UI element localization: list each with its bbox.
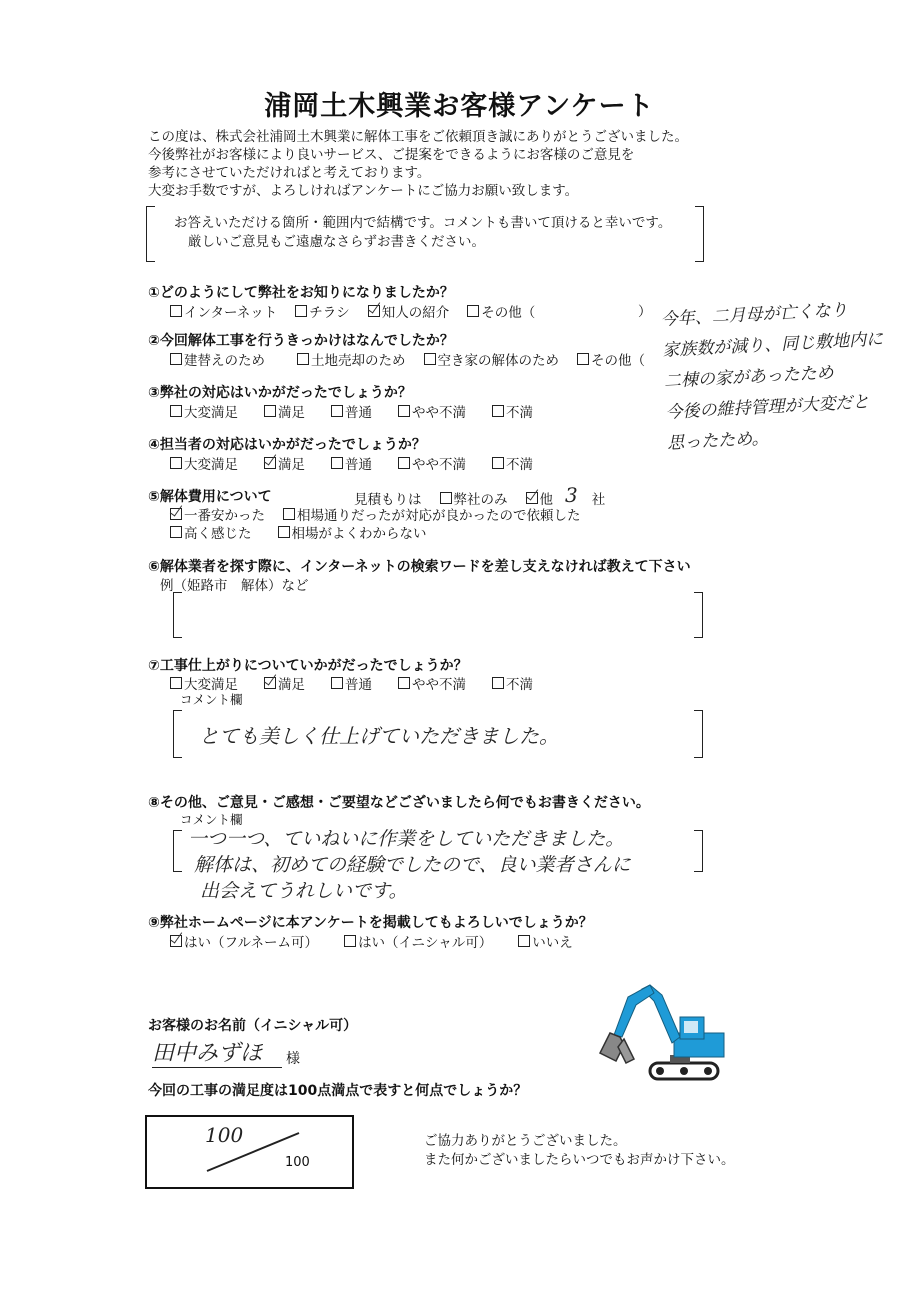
- q6-example: 例（姫路市 解体）など: [160, 578, 309, 594]
- checkbox[interactable]: [398, 457, 410, 469]
- intro-line: 大変お手数ですが、よろしければアンケートにご協力お願い致します。: [148, 183, 579, 199]
- q2-option[interactable]: 建替えのため: [170, 349, 265, 369]
- checkbox[interactable]: [297, 353, 309, 365]
- customer-name: 田中みずほ: [152, 1036, 282, 1068]
- intro-text: [148, 128, 688, 200]
- q1-option[interactable]: チラシ: [295, 301, 350, 321]
- question-5: ⑤解体費用について: [148, 489, 272, 505]
- q1-options: [170, 301, 553, 321]
- checkbox[interactable]: [170, 526, 182, 538]
- q3-option[interactable]: 満足: [264, 401, 305, 421]
- q8-comment-line: 解体は、初めての経験でしたので、良い業者さんに: [194, 854, 631, 876]
- q9-option[interactable]: はい（フルネーム可）: [170, 931, 318, 951]
- q3-option[interactable]: やや不満: [398, 401, 466, 421]
- bracket-right: [694, 710, 703, 758]
- q5-option[interactable]: 相場通りだったが対応が良かったので依頼した: [283, 504, 581, 524]
- q1-option[interactable]: 知人の紹介: [368, 301, 450, 321]
- checkbox[interactable]: [424, 353, 436, 365]
- bracket-right: [694, 592, 703, 638]
- search-word-box[interactable]: [173, 592, 703, 636]
- side-note-line: 二棟の家があったため: [663, 363, 835, 392]
- bracket-right: [694, 830, 703, 872]
- bracket-left: [173, 592, 182, 638]
- q5-option[interactable]: 一番安かった: [170, 504, 265, 524]
- checkbox[interactable]: [170, 677, 182, 689]
- estimate-label: 見積もりは: [354, 492, 422, 508]
- checkbox[interactable]: [331, 677, 343, 689]
- q8-comment-text: [188, 826, 631, 904]
- q2-options: [170, 349, 663, 369]
- q8-comment-line: 一つ一つ、ていねいに作業をしていただきました。: [188, 828, 625, 850]
- q4-option[interactable]: 不満: [492, 453, 533, 473]
- question-8: ⑧その他、ご意見・ご感想・ご要望などございましたら何でもお書きください。: [148, 795, 650, 811]
- q5-option[interactable]: 相場がよくわからない: [278, 522, 427, 542]
- q5-options-row1: [170, 504, 599, 524]
- name-label: お客様のお名前（イニシャル可）: [148, 1018, 358, 1034]
- estimate-option[interactable]: 他: [526, 488, 554, 508]
- q7-comment-text: とても美しく仕上げていただきました。: [199, 724, 559, 748]
- q1-option[interactable]: その他（: [467, 301, 535, 321]
- score-value: 100: [205, 1123, 244, 1147]
- checkbox[interactable]: [344, 935, 356, 947]
- q8-comment-line: 出会えてうれしいです。: [200, 880, 408, 902]
- checkbox-checked[interactable]: [170, 508, 182, 520]
- estimate-option[interactable]: 弊社のみ: [440, 488, 508, 508]
- question-9: ⑨弊社ホームページに本アンケートを掲載してもよろしいでしょうか？: [148, 915, 593, 931]
- intro-line: この度は、株式会社浦岡土木興業に解体工事をご依頼頂き誠にありがとうございました。: [148, 129, 688, 145]
- q7-option[interactable]: 満足: [264, 673, 305, 693]
- checkbox[interactable]: [331, 457, 343, 469]
- score-box[interactable]: [145, 1115, 354, 1189]
- intro-line: 今後弊社がお客様により良いサービス、ご提案をできるようにお客様のご意見を: [148, 147, 635, 163]
- q9-option[interactable]: いいえ: [518, 931, 573, 951]
- q4-options: [170, 453, 551, 473]
- checkbox-checked[interactable]: [368, 305, 380, 317]
- side-note-line: 今後の維持管理が大変だと: [665, 392, 870, 423]
- thanks-line: ご協力ありがとうございました。: [424, 1133, 627, 1149]
- checkbox[interactable]: [398, 405, 410, 417]
- name-suffix: 様: [286, 1051, 300, 1067]
- q4-option[interactable]: 満足: [264, 453, 305, 473]
- checkbox[interactable]: [492, 457, 504, 469]
- estimate-count: 3: [565, 483, 578, 507]
- checkbox[interactable]: [283, 508, 295, 520]
- checkbox[interactable]: [170, 457, 182, 469]
- checkbox-checked[interactable]: [526, 492, 538, 504]
- q3-options: [170, 401, 551, 421]
- bracket-left: [146, 206, 155, 262]
- side-note-line: 思ったため。: [666, 428, 769, 454]
- q3-option[interactable]: 普通: [331, 401, 372, 421]
- checkbox[interactable]: [264, 405, 276, 417]
- score-question: 今回の工事の満足度は100点満点で表すと何点でしょうか？: [148, 1083, 528, 1099]
- checkbox-checked[interactable]: [170, 935, 182, 947]
- handwritten-side-note: [660, 293, 889, 459]
- q2-option[interactable]: 土地売却のため: [297, 349, 406, 369]
- intro-line: 参考にさせていただければと考えております。: [148, 165, 431, 181]
- score-max: 100: [285, 1155, 310, 1170]
- checkbox[interactable]: [278, 526, 290, 538]
- question-2: ②今回解体工事を行うきっかけはなんでしたか？: [148, 333, 454, 349]
- q7-comment-box[interactable]: [173, 710, 703, 756]
- bracket-right: [695, 206, 704, 262]
- checkbox[interactable]: [440, 492, 452, 504]
- checkbox[interactable]: [577, 353, 589, 365]
- checkbox[interactable]: [170, 353, 182, 365]
- q9-options: [170, 931, 591, 951]
- q7-option[interactable]: 不満: [492, 673, 533, 693]
- q2-option[interactable]: その他（: [577, 349, 645, 369]
- question-4: ④担当者の対応はいかがだったでしょうか？: [148, 437, 426, 453]
- thanks-message: [424, 1132, 735, 1170]
- page-title: 浦岡土木興業お客様アンケート: [264, 91, 655, 122]
- q7-comment-label: コメント欄: [180, 692, 243, 707]
- q4-option[interactable]: やや不満: [398, 453, 466, 473]
- instruction-line: 厳しいご意見もご遠慮なさらずお書きください。: [188, 234, 485, 250]
- question-6: ⑥解体業者を探す際に、インターネットの検索ワードを差し支えなければ教えて下さい: [148, 559, 691, 575]
- q7-option[interactable]: やや不満: [398, 673, 466, 693]
- q8-comment-label: コメント欄: [180, 812, 243, 827]
- q4-option[interactable]: 普通: [331, 453, 372, 473]
- checkbox[interactable]: [467, 305, 479, 317]
- q1-option[interactable]: インターネット: [170, 301, 277, 321]
- thanks-line: また何かございましたらいつでもお声かけ下さい。: [424, 1152, 735, 1168]
- q4-option[interactable]: 大変満足: [170, 453, 238, 473]
- q9-option[interactable]: はい（イニシャル可）: [344, 931, 492, 951]
- checkbox[interactable]: [492, 405, 504, 417]
- q5-option[interactable]: 高く感じた: [170, 522, 252, 542]
- q1-close-paren: ）: [638, 304, 652, 320]
- q3-option[interactable]: 大変満足: [170, 401, 238, 421]
- q2-option[interactable]: 空き家の解体のため: [424, 349, 560, 369]
- q5-options-row2: [170, 522, 445, 542]
- checkbox[interactable]: [492, 677, 504, 689]
- bracket-left: [173, 710, 182, 758]
- bracket-left: [173, 830, 182, 872]
- checkbox[interactable]: [170, 305, 182, 317]
- question-3: ③弊社の対応はいかがだったでしょうか？: [148, 385, 412, 401]
- side-note-line: 家族数が減り、同じ敷地内に: [661, 329, 884, 361]
- checkbox[interactable]: [331, 405, 343, 417]
- side-note-line: 今年、二月母が亡くなり: [660, 300, 849, 330]
- excavator-icon: [590, 975, 735, 1085]
- question-7: ⑦工事仕上がりについていかがだったでしょうか？: [148, 658, 468, 674]
- q3-option[interactable]: 不満: [492, 401, 533, 421]
- q7-option[interactable]: 普通: [331, 673, 372, 693]
- estimate-unit: 社: [591, 492, 606, 508]
- checkbox[interactable]: [295, 305, 307, 317]
- q7-option[interactable]: 大変満足: [170, 673, 238, 693]
- checkbox[interactable]: [398, 677, 410, 689]
- checkbox-checked[interactable]: [264, 457, 276, 469]
- instruction-box: [146, 206, 704, 260]
- question-1: ①どのようにして弊社をお知りになりましたか？: [148, 285, 454, 301]
- instruction-line: お答えいただける箇所・範囲内で結構です。コメントも書いて頂けると幸いです。: [174, 215, 672, 231]
- checkbox-checked[interactable]: [264, 677, 276, 689]
- checkbox[interactable]: [170, 405, 182, 417]
- checkbox[interactable]: [518, 935, 530, 947]
